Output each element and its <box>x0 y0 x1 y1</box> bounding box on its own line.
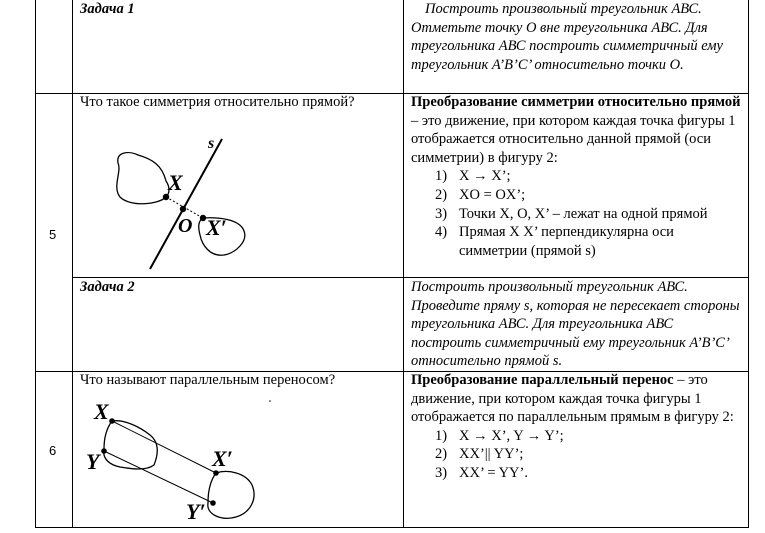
table-border-col1 <box>72 0 73 528</box>
list-item: 2) XO = OX’; <box>435 186 526 203</box>
point-Y <box>101 448 107 454</box>
label-X: X <box>168 170 183 195</box>
label-X-prime: X′ <box>212 446 233 471</box>
label-Y-prime: Y′ <box>186 499 206 524</box>
task1-title: Задача 1 <box>80 1 135 17</box>
definition-term: Преобразование параллельный перенос <box>411 372 674 388</box>
table-border-col2 <box>403 0 404 528</box>
shape-1 <box>117 153 169 204</box>
shape-2 <box>208 472 254 519</box>
definition-term: Преобразование симметрии относительно прямой <box>411 94 741 110</box>
label-O: O <box>178 215 193 237</box>
definition-text <box>411 93 745 260</box>
translation-line-Y <box>104 451 213 503</box>
label-s: s <box>208 135 215 152</box>
translation-line-X <box>112 421 216 473</box>
stray-dot <box>269 400 271 402</box>
point-X2 <box>213 470 219 476</box>
row-number: 5 <box>49 227 57 242</box>
list-item: 1) X → X’, Y → Y’; <box>435 427 564 444</box>
point-X <box>109 418 115 424</box>
axis-line-s <box>150 139 222 269</box>
question-text: Что называют параллельным переносом? <box>80 372 336 388</box>
label-X-prime: X′ <box>206 215 227 240</box>
table-border-bottom <box>35 527 749 528</box>
line-symmetry-figure <box>100 125 260 275</box>
row-number: 6 <box>49 443 57 458</box>
table-border-left <box>35 0 36 528</box>
list-item: 4) Прямая X X’ перпендикулярна оси симметрии (прямой s) <box>435 224 674 259</box>
shape-1 <box>104 421 158 469</box>
definition-text <box>411 371 745 483</box>
property-list <box>411 167 745 260</box>
point-O <box>180 206 186 212</box>
question-text: Что такое симметрия относительно прямой? <box>80 94 355 110</box>
translation-figure <box>80 395 300 525</box>
point-Y2 <box>210 500 216 506</box>
property-list <box>411 427 745 483</box>
definition-body: – это движение, при котором каждая точка фигуры 1 отображается по параллельным прямым в фигуру 2: <box>411 372 734 426</box>
list-item: 3) XX’ = YY’. <box>435 464 528 481</box>
table-border-right <box>748 0 749 528</box>
task1-text: Построить произвольный треугольник АВС. Отметьте точку О вне треугольника АВС. Для треугольника АВС построить симметричный ему треугольник А’В’С’ относительно точки О. <box>411 1 723 73</box>
task2-title: Задача 2 <box>80 279 135 295</box>
task2-text: Построить произвольный треугольник АВС. Проведите пряму s, которая не пересекает стороны треугольника АВС. Для треугольника АВС построить симметричный ему треугольник А’В’С’ относительно прямой s. <box>411 279 740 370</box>
label-X: X <box>94 399 109 424</box>
list-item: 1) X → X’; <box>435 168 511 185</box>
list-item: 3) Точки X, O, X’ – лежат на одной прямой <box>435 205 708 222</box>
definition-body: – это движение, при котором каждая точка фигуры 1 отображается относительно данной прямой (оси симметрии) в фигуру 2: <box>411 112 736 166</box>
list-item: 2) XX’|| YY’; <box>435 446 524 463</box>
label-Y: Y <box>86 449 100 474</box>
